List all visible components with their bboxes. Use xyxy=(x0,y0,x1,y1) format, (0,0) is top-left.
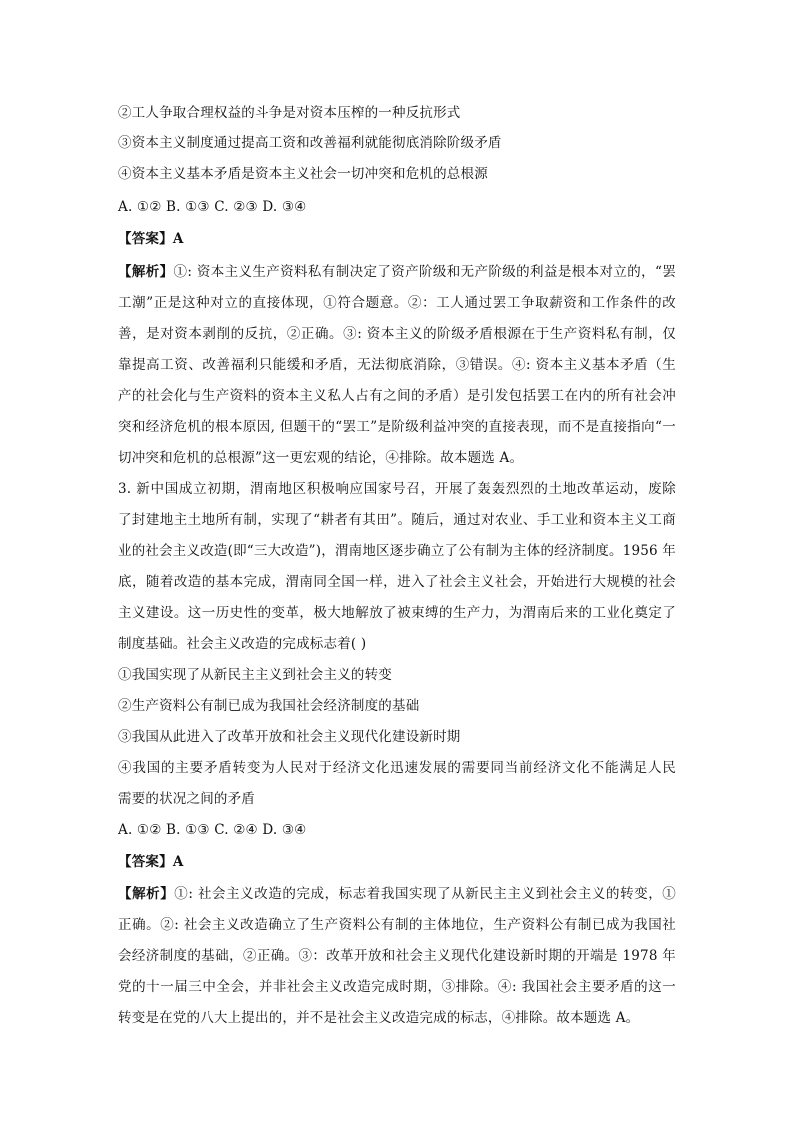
q3-option-3: ③我国从此进入了改革开放和社会主义现代化建设新时期 xyxy=(118,729,461,745)
q2-answer-label: 【答案】 xyxy=(118,231,173,247)
q3-answer xyxy=(118,852,676,872)
q3-stem-line-5: 主义建设。这一历史性的变革，极大地解放了被束缚的生产力，为渭南后来的工业化奠定了 xyxy=(118,605,676,621)
q3-stem-line-2: 了封建地主土地所有制，实现了“耕者有其田”。随后，通过对农业、手工业和资本主义工商 xyxy=(118,512,676,528)
q3-analysis-label: 【解析】 xyxy=(118,886,175,902)
q2-analysis-line-1 xyxy=(118,262,676,282)
q2-analysis-line-6: 突和经济危机的根本原因, 但题干的“罢工”是阶级利益冲突的直接表现，而不是直接指向“一 xyxy=(118,419,676,435)
q2-choices: A. ①② B. ①③ C. ②③ D. ③④ xyxy=(118,199,307,215)
q3-option-1: ①我国实现了从新民主主义到社会主义的转变 xyxy=(118,667,392,683)
q2-analysis-line-4: 靠提高工资、改善福利只能缓和矛盾，无法彻底消除，③错误。④: 资本主义基本矛盾（生 xyxy=(118,357,676,373)
q3-stem-line-6: 制度基础。社会主义改造的完成标志着( ) xyxy=(118,636,367,652)
q3-option-4-line-2: 需要的状况之间的矛盾 xyxy=(118,791,255,807)
q3-analysis-line-4: 党的十一届三中全会，并非社会主义改造完成时期，③排除。④: 我国社会主要矛盾的这一 xyxy=(118,979,676,995)
q2-option-2: ②工人争取合理权益的斗争是对资本压榨的一种反抗形式 xyxy=(118,105,461,121)
q2-analysis-line-2: 工潮”正是这种对立的直接体现，①符合题意。②：工人通过罢工争取薪资和工作条件的改 xyxy=(118,295,676,311)
q2-option-4: ④资本主义基本矛盾是资本主义社会一切冲突和危机的总根源 xyxy=(118,166,488,182)
q3-analysis-line-5: 转变是在党的八大上提出的，并不是社会主义改造完成的标志，④排除。故本题选 A。 xyxy=(118,1010,640,1026)
q3-analysis-line-2: 正确。②: 社会主义改造确立了生产资料公有制的主体地位，生产资料公有制已成为我国社 xyxy=(118,917,676,933)
q3-choices: A. ①② B. ①③ C. ②④ D. ③④ xyxy=(118,822,307,838)
q2-analysis-label: 【解析】 xyxy=(118,264,174,280)
q3-answer-label: 【答案】 xyxy=(118,854,173,870)
q3-option-4-line-1: ④我国的主要矛盾转变为人民对于经济文化迅速发展的需要同当前经济文化不能满足人民 xyxy=(118,760,676,776)
q2-analysis-line-5: 产的社会化与生产资料的资本主义私人占有之间的矛盾）是引发包括罢工在内的所有社会冲 xyxy=(118,388,676,404)
q2-analysis-line-7: 切冲突和危机的总根源”这一更宏观的结论，④排除。故本题选 A。 xyxy=(118,450,524,466)
q2-answer-value: A xyxy=(172,231,184,247)
q3-option-2: ②生产资料公有制已成为我国社会经济制度的基础 xyxy=(118,698,420,714)
q3-answer-value: A xyxy=(172,854,184,870)
q2-option-3: ③资本主义制度通过提高工资和改善福利就能彻底消除阶级矛盾 xyxy=(118,135,502,151)
q3-analysis-line-3: 会经济制度的基础，②正确。③：改革开放和社会主义现代化建设新时期的开端是 1978 年 xyxy=(118,948,676,964)
q3-stem-line-3: 业的社会主义改造(即“三大改造”)，渭南地区逐步确立了公有制为主体的经济制度。1956 年 xyxy=(118,543,676,559)
q3-stem-line-1: 3. 新中国成立初期，渭南地区积极响应国家号召，开展了轰轰烈烈的土地改革运动，废除 xyxy=(118,481,676,497)
q3-stem-line-4: 底，随着改造的基本完成，渭南同全国一样，进入了社会主义社会，开始进行大规模的社会 xyxy=(118,574,676,590)
q3-analysis-line-1 xyxy=(118,884,676,904)
q3-analysis-text: ①: 社会主义改造的完成，标志着我国实现了从新民主主义到社会主义的转变，① xyxy=(174,886,676,902)
q2-analysis-line-3: 善，是对资本剥削的反抗，②正确。③: 资本主义的阶级矛盾根源在于生产资料私有制，仅 xyxy=(118,326,676,342)
q2-answer xyxy=(118,229,676,249)
q2-analysis-text: ①: 资本主义生产资料私有制决定了资产阶级和无产阶级的利益是根本对立的，“罢 xyxy=(173,264,676,280)
